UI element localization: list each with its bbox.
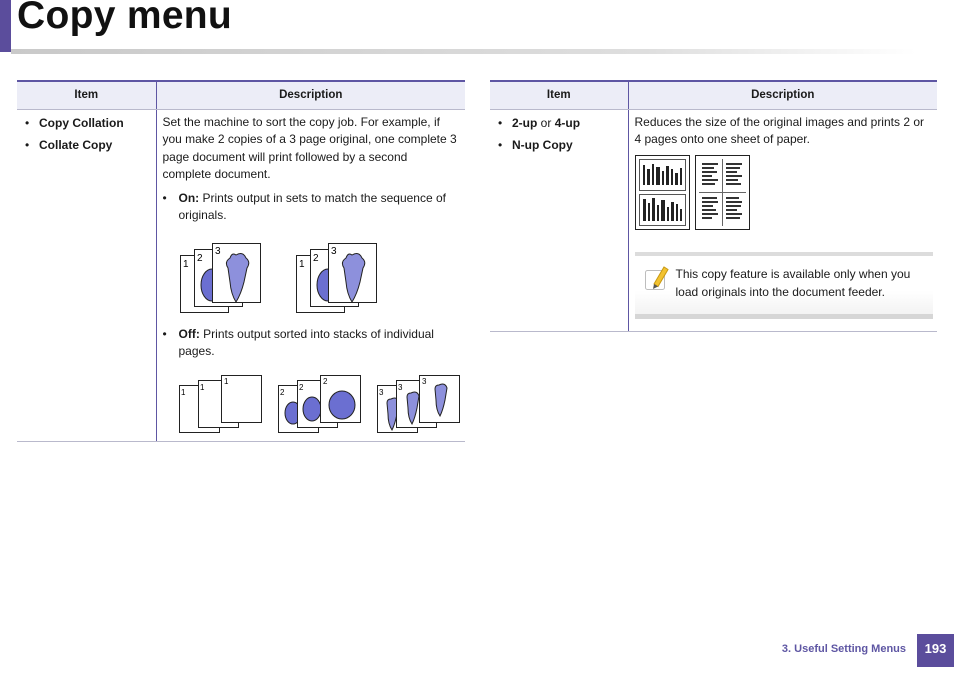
- uncollated-stack-1-icon: [179, 375, 263, 435]
- uncollated-page-number: 1: [199, 382, 204, 392]
- uncollated-illustration: [163, 361, 459, 433]
- footer-section-label: 3. Useful Setting Menus: [781, 643, 906, 655]
- item-2-up: 2-up: [512, 115, 538, 130]
- item-n-up-copy: N-up Copy: [512, 137, 573, 152]
- collated-set-1-icon: [179, 243, 265, 319]
- option-on-text: Prints output in sets to match the sequence of originals.: [178, 190, 446, 222]
- column-header-item: Item: [17, 81, 156, 109]
- column-header-description: Description: [156, 81, 465, 109]
- list-item: • Collate Copy: [25, 137, 148, 155]
- note-text: This copy feature is available only when you load originals into the document feeder.: [675, 266, 911, 299]
- column-header-item: Item: [490, 81, 628, 109]
- n-up-description: Reduces the size of the original images and prints 2 or 4 pages onto one sheet of paper.: [634, 114, 924, 146]
- collated-page-number: 2: [312, 252, 319, 264]
- two-up-sheet-icon: [635, 155, 691, 231]
- uncollated-page-number: 3: [378, 387, 383, 397]
- collation-description: Set the machine to sort the copy job. For example, if you make 2 copies of a 3 page original, one complete 3 page document will print followed by a second complete document.: [162, 114, 457, 181]
- uncollated-page-number: 3: [421, 376, 426, 386]
- option-on-label: On:: [178, 190, 200, 205]
- item-copy-collation: Copy Collation: [39, 115, 124, 130]
- column-header-description: Description: [628, 81, 937, 109]
- title-accent-bar: [0, 0, 11, 52]
- option-off-text: Prints output sorted into stacks of individual pages.: [178, 326, 434, 358]
- option-off: • Off: Prints output sorted into stacks of individual pages.: [162, 326, 434, 358]
- collated-page-number: 3: [330, 245, 337, 257]
- item-4-up: 4-up: [554, 115, 581, 130]
- page-number: 193: [917, 634, 954, 667]
- note-box: [635, 252, 933, 319]
- table-row: [490, 109, 937, 331]
- title-divider: [11, 49, 916, 54]
- collated-illustration: [163, 225, 459, 320]
- description-cell: [628, 109, 937, 331]
- page-title: Copy menu: [17, 0, 233, 37]
- n-up-illustration: [635, 155, 934, 235]
- item-collate-copy: Collate Copy: [39, 137, 113, 152]
- table-row: [17, 109, 465, 441]
- uncollated-page-number: 2: [279, 387, 284, 397]
- four-up-sheet-icon: [695, 155, 751, 231]
- uncollated-page-number: 3: [397, 382, 402, 392]
- uncollated-page-number: 1: [223, 376, 228, 386]
- list-item: • 2-up or 4-up: [498, 115, 581, 130]
- table-header-row: [17, 81, 465, 109]
- description-cell: [156, 109, 465, 441]
- uncollated-page-number: 2: [322, 376, 327, 386]
- list-item: • N-up Copy: [498, 137, 620, 155]
- list-item: • Copy Collation: [25, 115, 148, 133]
- item-or: or: [537, 115, 555, 130]
- uncollated-stack-3-icon: [377, 375, 461, 435]
- uncollated-page-number: 1: [180, 387, 185, 397]
- option-off-label: Off:: [178, 326, 200, 341]
- item-cell: [490, 109, 628, 331]
- uncollated-stack-2-icon: [278, 375, 362, 435]
- uncollated-page-number: 2: [298, 382, 303, 392]
- item-cell: [17, 109, 156, 441]
- note-pencil-icon: [644, 264, 670, 292]
- copy-collation-table: [17, 80, 465, 442]
- collated-page-number: 2: [196, 252, 203, 264]
- n-up-copy-table: [490, 80, 937, 332]
- collated-page-number: 3: [214, 245, 221, 257]
- table-header-row: [490, 81, 937, 109]
- collated-set-2-icon: [295, 243, 381, 319]
- collated-page-number: 1: [182, 258, 189, 270]
- collated-page-number: 1: [298, 258, 305, 270]
- option-on: • On: Prints output in sets to match the sequence of originals.: [162, 190, 446, 222]
